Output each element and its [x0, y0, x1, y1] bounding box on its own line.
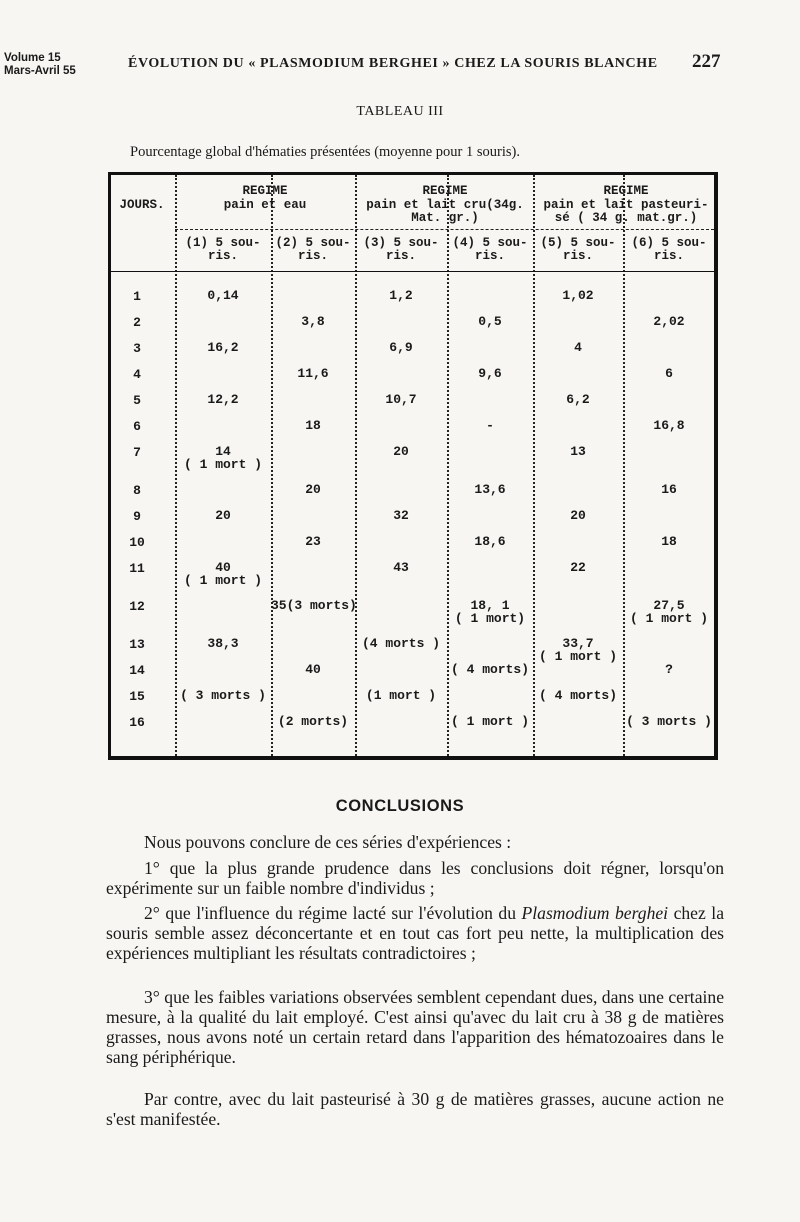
regime-1-label: REGIME — [242, 184, 288, 198]
day-label: 6 — [133, 419, 141, 434]
conclusions-heading: CONCLUSIONS — [335, 797, 465, 815]
table-cell: ( 1 mort ) — [450, 714, 529, 729]
table-cell: 22 — [570, 560, 586, 575]
group-4-header: (4) 5 sou- ris. — [452, 236, 528, 263]
table-cell: 13,6 — [474, 482, 506, 497]
day-label: 10 — [129, 535, 145, 550]
table-cell: 0,14 — [207, 288, 239, 303]
day-label: 12 — [129, 599, 145, 614]
table-title: TABLEAU III — [356, 104, 444, 119]
table-cell: (1 mort ) — [365, 688, 437, 703]
regime-2-desc: pain et lait cru(34g. Mat. gr.) — [366, 198, 524, 225]
header-rule — [111, 271, 714, 272]
table-cell: 20 — [305, 482, 321, 497]
group-1-header: (1) 5 sou- ris. — [185, 236, 261, 263]
table-cell: (2 morts) — [277, 714, 349, 729]
conclusion-1-text: 1° que la plus grande prudence dans les conclusions doit régner, lorsqu'on expérimente sur un faible nombre d'individus ; — [106, 858, 724, 898]
conclusion-2-text-a: 2° que l'influence du régime lacté sur l'évolution du — [144, 903, 522, 923]
table-cell: 27,5 ( 1 mort ) — [629, 598, 708, 626]
table-cell: 10,7 — [385, 392, 417, 407]
table-cell: 35(3 morts) — [271, 598, 357, 613]
table-cell: 40 ( 1 mort ) — [183, 560, 262, 588]
table-cell: ( 4 morts) — [450, 662, 529, 677]
day-label: 11 — [129, 561, 145, 576]
page-number: 227 — [692, 51, 721, 72]
day-label: 1 — [133, 289, 141, 304]
table-cell: 3,8 — [301, 314, 325, 329]
data-table — [108, 172, 718, 760]
table-cell: ( 4 morts) — [538, 688, 617, 703]
table-cell: 13 — [570, 444, 586, 459]
table-cell: 16,8 — [653, 418, 685, 433]
conclusions-intro — [106, 832, 724, 852]
table-cell: 40 — [305, 662, 321, 677]
table-cell: 1,2 — [389, 288, 413, 303]
table-cell: 32 — [393, 508, 409, 523]
table-cell: 14 ( 1 mort ) — [183, 444, 262, 472]
table-cell: ( 3 morts ) — [626, 714, 712, 729]
conclusion-4-text: Par contre, avec du lait pasteurisé à 30 g de matières grasses, aucune action ne s'est manifestée. — [106, 1089, 724, 1129]
jours-header: JOURS. — [119, 198, 165, 212]
table-cell: 6,2 — [566, 392, 590, 407]
table-cell: 12,2 — [207, 392, 239, 407]
table-cell: 11,6 — [297, 366, 329, 381]
conclusion-3-text: 3° que les faibles variations observées semblent cependant dues, dans une certaine mesure, à la qualité du lait employé. C'est ainsi qu'avec du lait cru à 38 g de matières grasses, nous avons noté un certain retard dans l'apparition des hématozoaires dans le sang périphérique. — [106, 987, 724, 1067]
conclusion-3 — [106, 987, 724, 1067]
volume-info — [4, 52, 76, 78]
table-cell: (4 morts ) — [361, 636, 440, 651]
conclusion-4 — [106, 1089, 724, 1129]
day-label: 9 — [133, 509, 141, 524]
table-cell: 18 — [305, 418, 321, 433]
table-cell: 1,02 — [562, 288, 594, 303]
table-cell: ( 3 morts ) — [180, 688, 266, 703]
table-cell: 20 — [570, 508, 586, 523]
table-cell: 33,7 ( 1 mort ) — [538, 636, 617, 664]
conclusion-2 — [106, 903, 724, 963]
table-cell: 4 — [574, 340, 582, 355]
table-cell: ? — [665, 662, 673, 677]
table-cell: 18 — [661, 534, 677, 549]
group-6-header: (6) 5 sou- ris. — [631, 236, 707, 263]
day-label: 2 — [133, 315, 141, 330]
table-cell: 6 — [665, 366, 673, 381]
table-cell: 6,9 — [389, 340, 413, 355]
regime-3-label: REGIME — [603, 184, 649, 198]
day-label: 16 — [129, 715, 145, 730]
regime-3-desc: pain et lait pasteuri- sé ( 34 g. mat.gr.) — [543, 198, 709, 225]
day-label: 3 — [133, 341, 141, 356]
table-cell: 9,6 — [478, 366, 502, 381]
conclusion-1 — [106, 858, 724, 898]
species-name: Plasmodium berghei — [521, 903, 669, 923]
regime-1-desc: pain et eau — [223, 198, 307, 212]
table-cell: 2,02 — [653, 314, 685, 329]
table-cell: 18, 1 ( 1 mort) — [454, 598, 526, 626]
table-cell: 20 — [215, 508, 231, 523]
day-label: 4 — [133, 367, 141, 382]
table-cell: 43 — [393, 560, 409, 575]
day-label: 8 — [133, 483, 141, 498]
running-title: ÉVOLUTION DU « PLASMODIUM BERGHEI » CHEZ LA SOURIS BLANCHE — [128, 56, 658, 71]
conclusion-2-text-b: chez la souris semble assez déconcertante et en tout cas fort peu nette, la multiplication des expériences multipliant les résultats contradictoires ; — [106, 903, 724, 963]
header-divider — [175, 229, 714, 230]
group-3-header: (3) 5 sou- ris. — [363, 236, 439, 263]
intro-text: Nous pouvons conclure de ces séries d'expériences : — [144, 832, 512, 852]
day-label: 14 — [129, 663, 145, 678]
volume-line: Volume 15 — [4, 52, 61, 64]
table-cell: 23 — [305, 534, 321, 549]
table-cell: 38,3 — [207, 636, 239, 651]
table-cell: 16 — [661, 482, 677, 497]
table-cell: 20 — [393, 444, 409, 459]
day-label: 15 — [129, 689, 145, 704]
table-cell: 0,5 — [478, 314, 502, 329]
table-cell: 16,2 — [207, 340, 239, 355]
table-caption: Pourcentage global d'hématies présentées (moyenne pour 1 souris). — [130, 144, 520, 160]
issue-line: Mars-Avril 55 — [4, 65, 76, 77]
day-label: 13 — [129, 637, 145, 652]
group-2-header: (2) 5 sou- ris. — [275, 236, 351, 263]
group-5-header: (5) 5 sou- ris. — [540, 236, 616, 263]
table-cell: - — [486, 418, 494, 433]
day-label: 7 — [133, 445, 141, 460]
day-label: 5 — [133, 393, 141, 408]
regime-2-label: REGIME — [422, 184, 468, 198]
table-cell: 18,6 — [474, 534, 506, 549]
